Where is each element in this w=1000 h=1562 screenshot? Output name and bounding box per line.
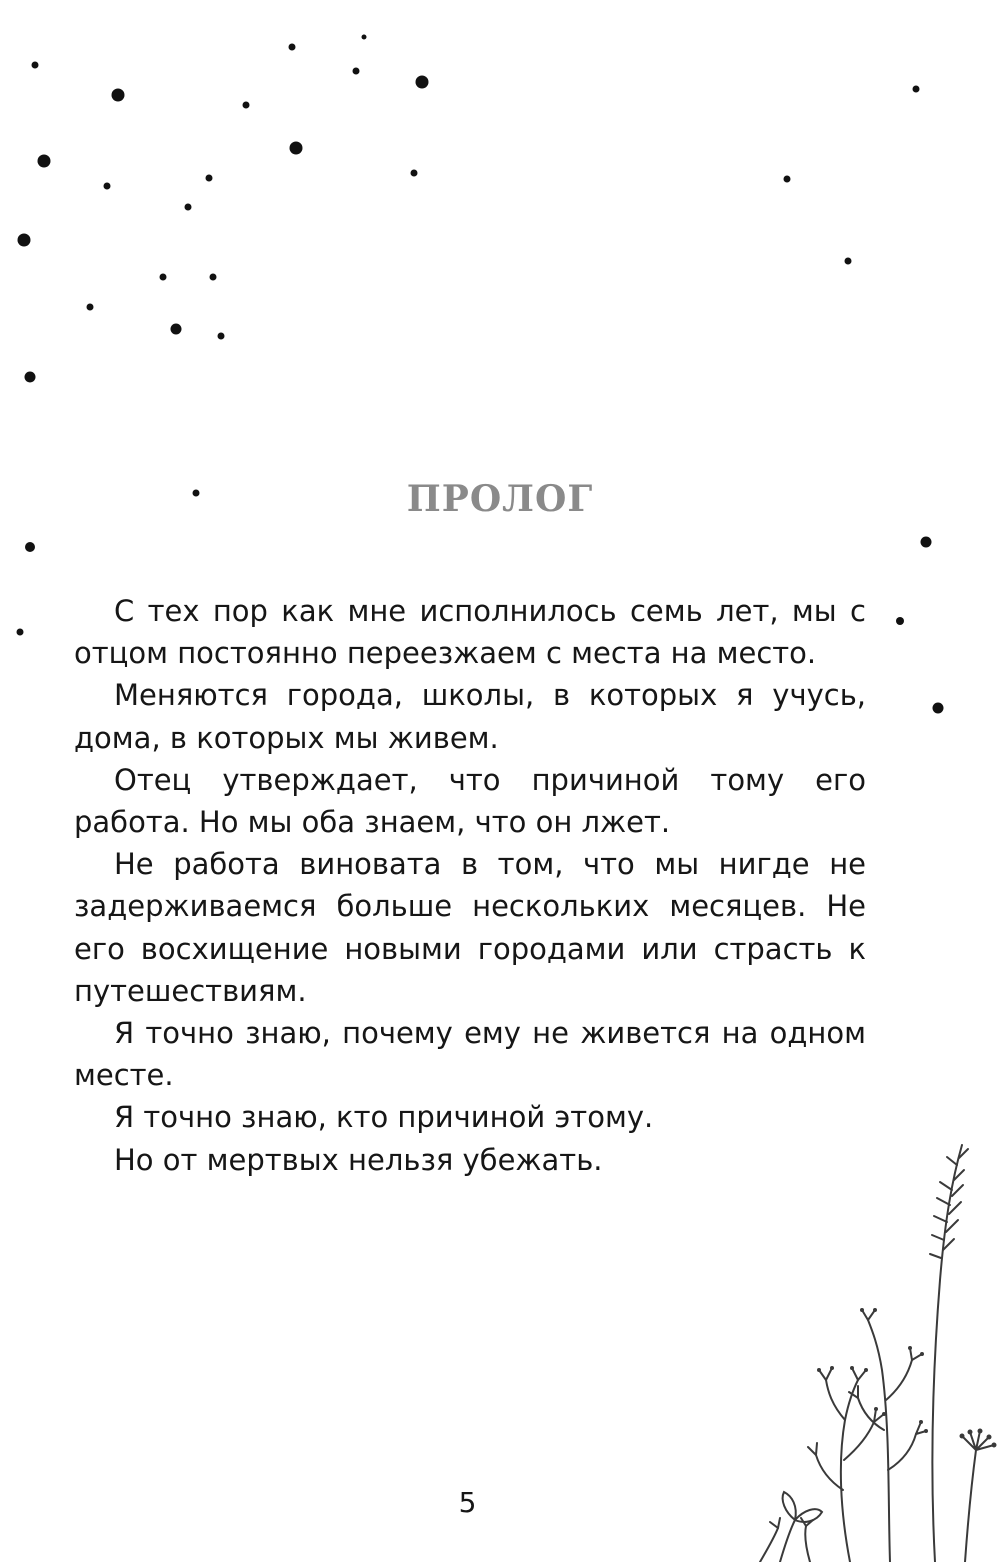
paragraph: Меняются города, школы, в которых я учусь, дома, в которых мы живем. bbox=[74, 678, 866, 755]
paragraph: Я точно знаю, кто причиной этому. bbox=[114, 1100, 654, 1135]
chapter-title: ПРОЛОГ bbox=[406, 478, 594, 520]
paragraph: Я точно знаю, почему ему не живется на одном месте. bbox=[74, 1016, 866, 1093]
paragraph: Не работа виновата в том, что мы нигде не задерживаемся больше нескольких месяцев. Не его восхищение новыми городами или страсть к путешествиям. bbox=[74, 847, 866, 1008]
paragraph: Но от мертвых нельзя убежать. bbox=[114, 1142, 603, 1177]
paragraph: Отец утверждает, что причиной тому его работа. Но мы оба знаем, что он лжет. bbox=[74, 762, 866, 840]
page-number: 5 bbox=[458, 1486, 477, 1519]
paragraph: С тех пор как мне исполнилось семь лет, мы с отцом постоянно переезжаем с места на место. bbox=[74, 594, 866, 671]
body-text bbox=[74, 590, 866, 1181]
